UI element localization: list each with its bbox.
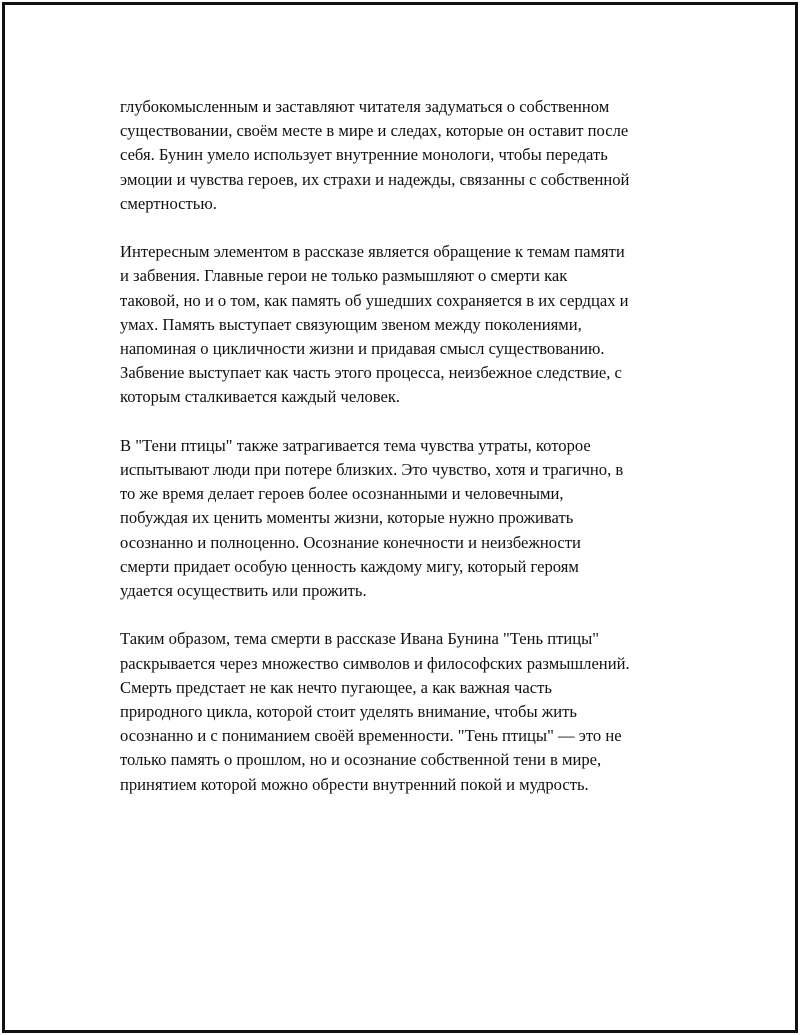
text-line: эмоции и чувства героев, их страхи и надежды, связанны с собственной — [120, 169, 630, 189]
paragraph-3 — [120, 434, 695, 603]
text-line: Интересным элементом в рассказе является обращение к темам памяти — [120, 242, 625, 262]
text-line: Таким образом, тема смерти в рассказе Ивана Бунина "Тень птицы" — [120, 629, 600, 649]
text-line: только память о прошлом, но и осознание собственной тени в мире, — [120, 750, 602, 770]
text-line: себя. Бунин умело использует внутренние монологи, чтобы передать — [120, 145, 608, 165]
text-line: осознанно и с пониманием своёй временности. "Тень птицы" — это не — [120, 726, 622, 746]
paragraph-1 — [120, 95, 695, 216]
text-line: которым сталкивается каждый человек. — [120, 387, 401, 407]
text-line: и забвения. Главные герои не только размышляют о смерти как — [120, 266, 568, 286]
text-line: умах. Память выступает связующим звеном между поколениями, — [120, 314, 582, 334]
paragraph-4 — [120, 627, 695, 796]
text-line: глубокомысленным и заставляют читателя задуматься о собственном — [120, 97, 610, 116]
text-line: существовании, своём месте в мире и следах, которые он оставит после — [120, 121, 629, 141]
text-line: побуждая их ценить моменты жизни, которые нужно проживать — [120, 508, 574, 528]
page-frame — [2, 2, 798, 1033]
text-line: раскрывается через множество символов и философских размышлений. — [120, 653, 630, 673]
text-line: смерти придает особую ценность каждому мигу, который героям — [120, 556, 579, 576]
text-line: смертностью. — [120, 193, 217, 213]
document-body — [120, 95, 695, 821]
text-line: принятием которой можно обрести внутренний покой и мудрость. — [120, 774, 589, 794]
text-line: то же время делает героев более осознанными и человечными, — [120, 484, 564, 504]
text-line: Забвение выступает как часть этого процесса, неизбежное следствие, с — [120, 363, 622, 383]
text-line: Смерть предстает не как нечто пугающее, а как важная часть — [120, 677, 552, 697]
text-line: удается осуществить или прожить. — [120, 581, 367, 601]
text-line: испытывают люди при потере близких. Это чувство, хотя и трагично, в — [120, 460, 624, 480]
paragraph-2 — [120, 240, 695, 409]
text-line: В "Тени птицы" также затрагивается тема чувства утраты, которое — [120, 435, 591, 455]
text-line: осознанно и полноценно. Осознание конечности и неизбежности — [120, 532, 581, 552]
text-line: напоминая о цикличности жизни и придавая смысл существованию. — [120, 339, 605, 359]
text-line: природного цикла, которой стоит уделять внимание, чтобы жить — [120, 702, 577, 722]
text-line: таковой, но и о том, как память об ушедших сохраняется в их сердцах и — [120, 290, 629, 310]
